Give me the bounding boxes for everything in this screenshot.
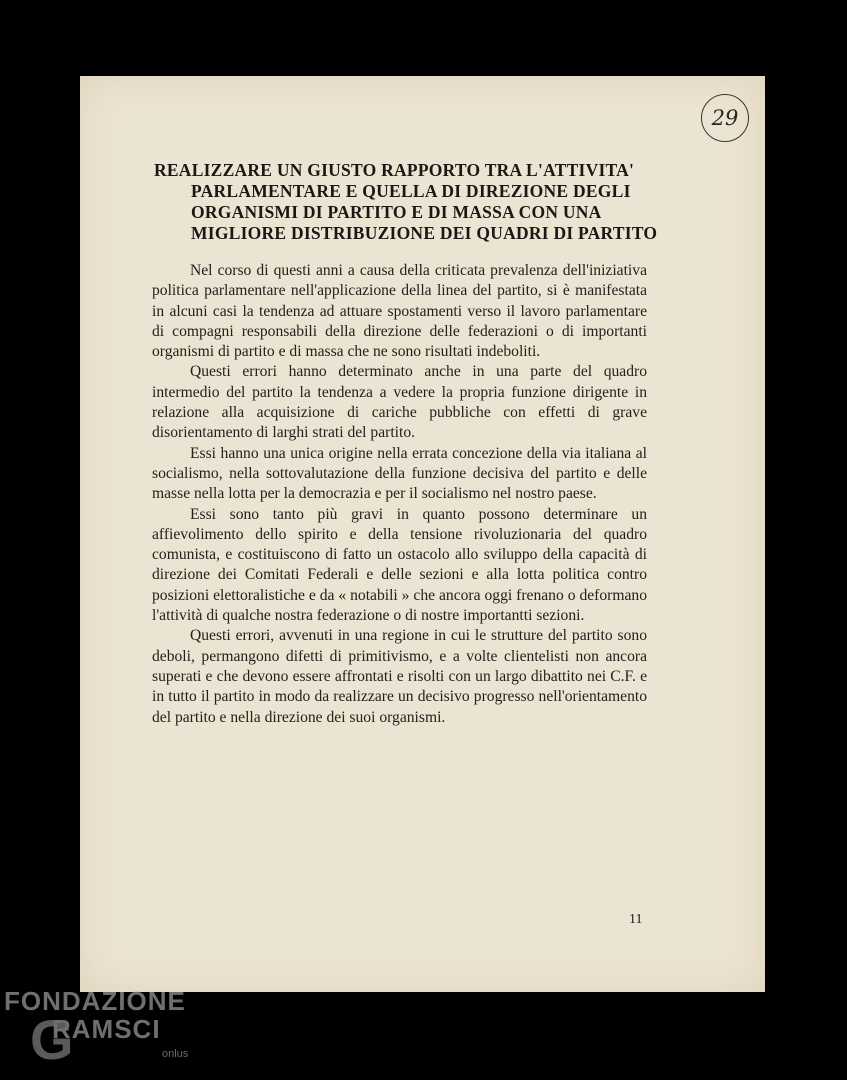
fondazione-gramsci-watermark-logo (4, 986, 214, 1076)
watermark-initial: G (30, 1008, 74, 1071)
heading-line: PARLAMENTARE E QUELLA DI DIREZIONE DEGLI (191, 181, 631, 201)
paragraph: Essi sono tanto più gravi in quanto possono determinare un affievolimento dello spirito e della tensione rivoluzionaria del quadro comunista, e costituiscono di fatto un ostacolo allo sviluppo della capacità di direzione dei Comitati Federali e delle sezioni e alla lotta politica contro posizioni elettoralistiche e da « notabili » che ancora oggi frenano o deformano l'attività di qualche nostra federazione o di nostre importantti sezioni. (152, 505, 647, 625)
paragraph: Questi errori, avvenuti in una regione in cui le strutture del partito sono deboli, permangono difetti di primitivismo, e a volte clientelisti non ancora superati e che devono essere affrontati e risolti con un largo dibattito nei C.F. e in tutto il partito in modo da realizzare un decisivo progresso nell'orientamento del partito e nella direzione dei suoi organismi. (152, 627, 647, 726)
heading-line: ORGANISMI DI PARTITO E DI MASSA CON UNA (191, 202, 602, 222)
archive-number-mark (701, 94, 749, 142)
paragraph: Questi errori hanno determinato anche in una parte del quadro intermedio del partito la tendenza a vedere la propria funzione dirigente in relazione alla acquisizione di cariche pubbliche con effetti di grave disorientamento di larghi strati del partito. (152, 363, 647, 442)
heading-line: MIGLIORE DISTRIBUZIONE DEI QUADRI DI PARTITO (191, 223, 658, 243)
body-text (152, 261, 647, 728)
archive-number: 29 (711, 106, 739, 130)
watermark-line2: RAMSCI (52, 1014, 161, 1044)
watermark-onlus: onlus (162, 1048, 189, 1060)
paragraph: Essi hanno una unica origine nella errata concezione della via italiana al socialismo, nella sottovalutazione della funzione decisiva del partito e delle masse nella lotta per la democrazia e per il socialismo nel nostro paese. (152, 444, 647, 503)
paragraph: Nel corso di questi anni a causa della criticata prevalenza dell'iniziativa politica parlamentare nell'applicazione della linea del partito, si è manifestata in alcuni casi la tendenza ad attuare spostamenti verso il lavoro parlamentare di compagni responsabili della direzione delle federazioni o di importanti organismi di partito e di massa che ne sono risultati indeboliti. (152, 262, 647, 361)
section-heading (154, 160, 724, 244)
watermark-line1: FONDAZIONE (4, 986, 186, 1016)
document-page (80, 76, 765, 992)
page-number: 11 (629, 912, 643, 927)
heading-line: REALIZZARE UN GIUSTO RAPPORTO TRA L'ATTIVITA' (154, 160, 635, 180)
